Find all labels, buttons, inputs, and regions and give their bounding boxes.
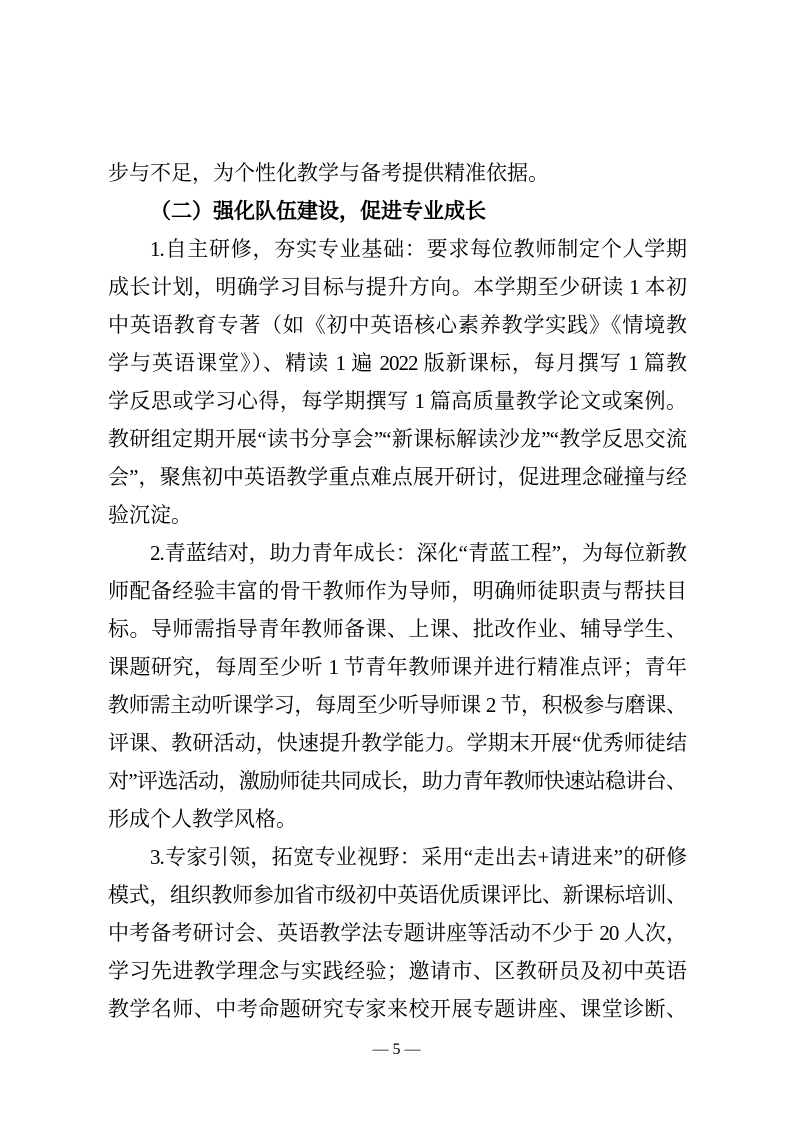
body-text-line: 课题研究，每周至少听 1 节青年教师课并进行精准点评；青年 <box>108 655 686 679</box>
body-text-line: 标。导师需指导青年教师备课、上课、批改作业、辅导学生、 <box>108 617 686 641</box>
body-text-line: 中英语教育专著（如《初中英语核心素养教学实践》《情境教 <box>108 313 686 337</box>
body-text-line: 学习先进教学理念与实践经验；邀请市、区教研员及初中英语 <box>108 959 686 983</box>
body-text-line: 学反思或学习心得，每学期撰写 1 篇高质量教学论文或案例。 <box>108 389 686 413</box>
body-text-line: 验沉淀。 <box>108 503 192 527</box>
body-text-line: 成长计划，明确学习目标与提升方向。本学期至少研读 1 本初 <box>108 275 686 299</box>
body-text-line: 3.专家引领，拓宽专业视野：采用“走出去+请进来”的研修 <box>150 845 686 869</box>
body-text-line: 1.自主研修，夯实专业基础：要求每位教师制定个人学期 <box>150 237 686 261</box>
body-text-line: 教学名师、中考命题研究专家来校开展专题讲座、课堂诊断、 <box>108 997 686 1021</box>
body-text-line: 模式，组织教师参加省市级初中英语优质课评比、新课标培训、 <box>108 883 686 907</box>
paragraph-expert-guidance <box>108 838 686 1028</box>
body-text-line: 学与英语课堂》）、精读 1 遍 2022 版新课标，每月撰写 1 篇教 <box>108 351 686 375</box>
section-heading: （二）强化队伍建设，促进专业成长 <box>150 199 486 223</box>
body-text-line: 评课、教研活动，快速提升教学能力。学期末开展“优秀师徒结 <box>108 731 686 755</box>
page-number: — 5 — <box>372 1041 421 1058</box>
continued-text-line: 步与不足，为个性化教学与备考提供精准依据。 <box>108 161 549 185</box>
body-text-line: 2.青蓝结对，助力青年成长：深化“青蓝工程”，为每位新教 <box>150 541 686 565</box>
body-text-line: 教研组定期开展“读书分享会”“新课标解读沙龙”“教学反思交流 <box>108 427 686 451</box>
body-text-line: 形成个人教学风格。 <box>108 807 297 831</box>
body-text-line: 教师需主动听课学习，每周至少听导师课 2 节，积极参与磨课、 <box>108 693 686 717</box>
paragraph-mentoring <box>108 534 686 838</box>
paragraph-self-study <box>108 230 686 534</box>
body-text-line: 会”，聚焦初中英语教学重点难点展开研讨，促进理念碰撞与经 <box>108 465 686 489</box>
body-text-line: 师配备经验丰富的骨干教师作为导师，明确师徒职责与帮扶目 <box>108 579 686 603</box>
body-text-line: 对”评选活动，激励师徒共同成长，助力青年教师快速站稳讲台、 <box>108 769 686 793</box>
body-text <box>108 154 686 1028</box>
body-text-line: 中考备考研讨会、英语教学法专题讲座等活动不少于 20 人次， <box>108 921 686 945</box>
